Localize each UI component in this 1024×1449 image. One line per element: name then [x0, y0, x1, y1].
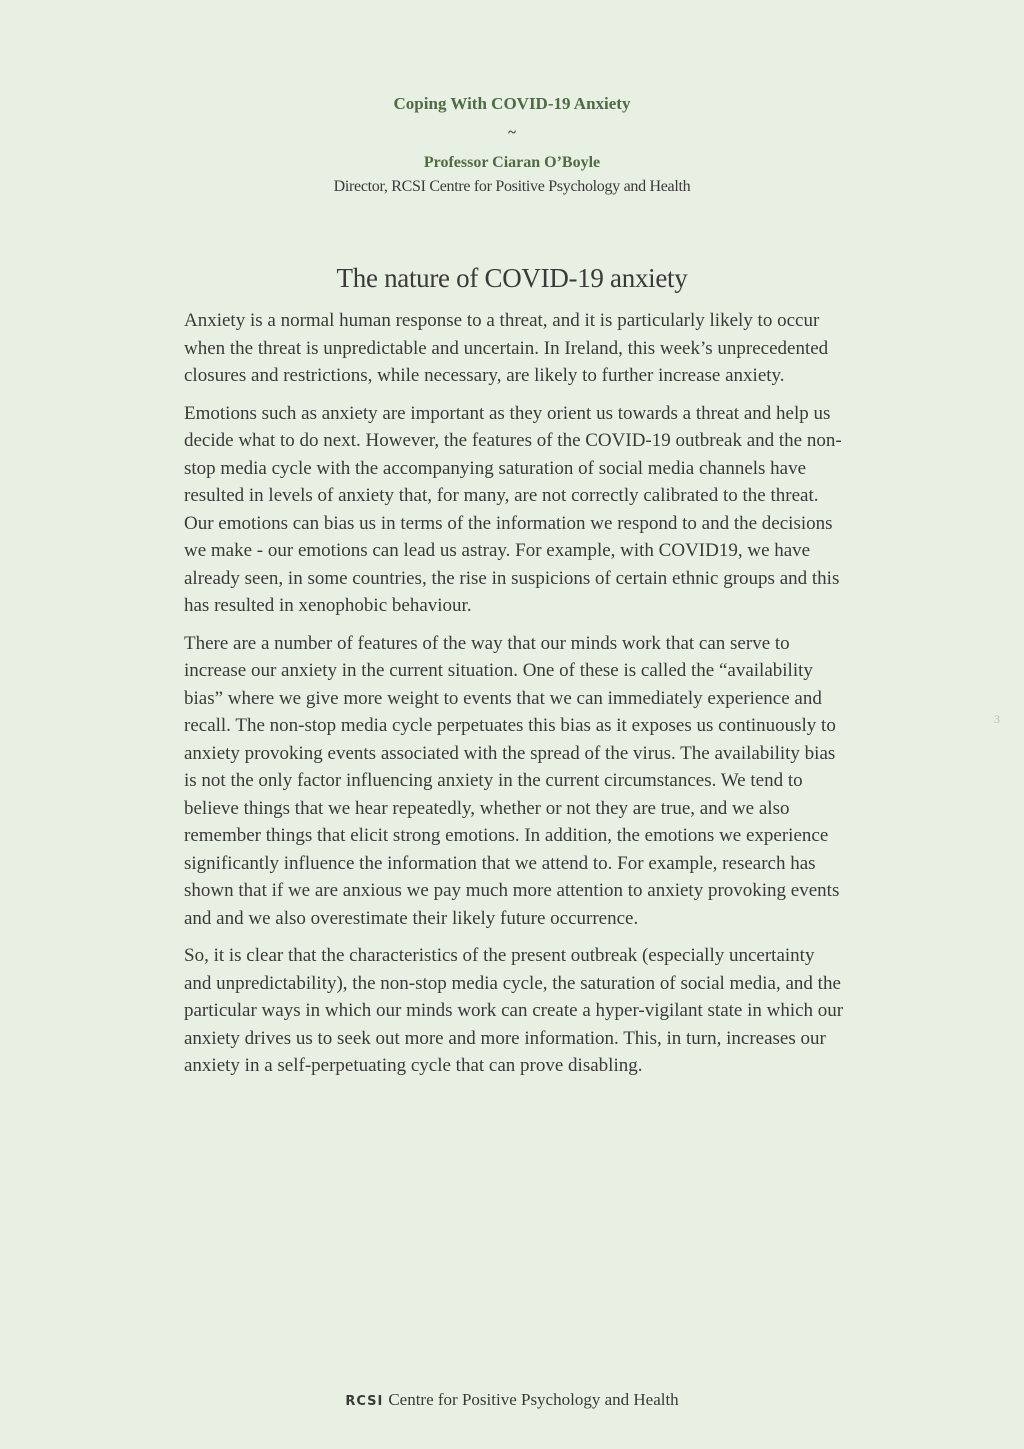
document-header: [0, 92, 1024, 198]
author-name: Professor Ciaran O’Boyle: [423, 154, 601, 171]
document-title: Coping With COVID-19 Anxiety: [393, 94, 631, 113]
footer-text: Centre for Positive Psychology and Health: [388, 1390, 679, 1409]
paragraph: So, it is clear that the characteristics of the present outbreak (especially uncertainty and unpredictability), the non-stop media cycle, the saturation of social media, and the particular ways in which our minds work can create a hyper-vigilant state in which our anxiety drives us to seek out more and more information. This, in turn, increases our anxiety in a self-perpetuating cycle that can prove disabling.: [184, 945, 844, 1076]
author-affiliation: Director, RCSI Centre for Positive Psychology and Health: [333, 178, 691, 195]
page-footer: [0, 1388, 1024, 1414]
footer-brand-logo: RCSI: [345, 1394, 384, 1409]
paragraph: Anxiety is a normal human response to a threat, and it is particularly likely to occur when the threat is unpredictable and uncertain. In Ireland, this week’s unprecedented closures and restrictions, while necessary, are likely to further increase anxiety.: [184, 310, 829, 386]
paragraph: Emotions such as anxiety are important as they orient us towards a threat and help us decide what to do next. However, the features of the COVID-19 outbreak and the non-stop media cycle with the accompanying saturation of social media channels have resulted in levels of anxiety that, for many, are not correctly calibrated to the threat. Our emotions can bias us in terms of the information we respond to and the decisions we make - our emotions can lead us astray. For example, with COVID19, we have already seen, in some countries, the rise in suspicions of certain ethnic groups and this has resulted in xenophobic behaviour.: [184, 402, 842, 616]
paragraph: There are a number of features of the way that our minds work that can serve to increase our anxiety in the current situation. One of these is called the “availability bias” where we give more weight to events that we can immediately experience and recall. The non-stop media cycle perpetuates this bias as it exposes us continuously to anxiety provoking events associated with the spread of the virus. The availability bias is not the only factor influencing anxiety in the current circumstances. We tend to believe things that we hear repeatedly, whether or not they are true, and we also remember things that elicit strong emotions. In addition, the emotions we experience significantly influence the information that we attend to. For example, research has shown that if we are anxious we pay much more attention to anxiety provoking events and and we also overestimate their likely future occurrence.: [184, 632, 840, 929]
body-text: [184, 307, 844, 1090]
page-number: 3: [994, 712, 1000, 726]
section-heading: The nature of COVID-19 anxiety: [336, 263, 688, 293]
title-separator: ~: [508, 125, 516, 141]
